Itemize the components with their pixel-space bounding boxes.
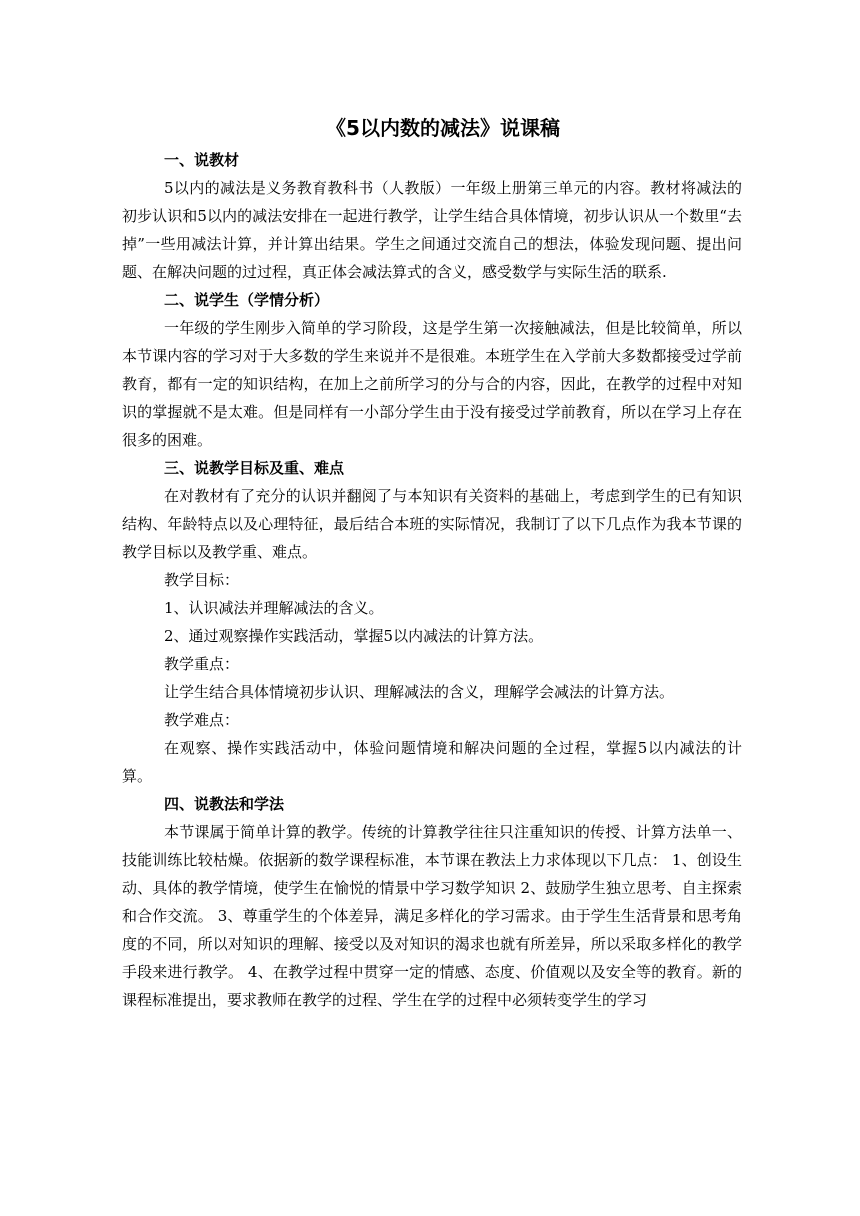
goal-item: 1、认识减法并理解减法的含义。 [164,599,384,617]
difficulty-text: 在观察、操作实践活动中，体验问题情境和解决问题的全过程，掌握5以内减法的计算。 [122,739,742,785]
document-page [122,112,742,1014]
difficulty-label: 教学难点： [164,711,240,729]
paragraph: 本节课属于简单计算的教学。传统的计算教学往往只注重知识的传授、计算方法单一、技能训练比较枯燥。依据新的数学课程标准，本节课在教法上力求体现以下几点： 1、创设生动、具体的教学情境，使学生在愉悦的情景中学习数学知识 2、鼓励学生独立思考、自主探索和合作交流。 3、尊重学生的个体差异，满足多样化的学习需求。由于学生生活背景和思考角度的不同，所以对知识的理解、接受以及对知识的渴求也就有所差异，所以采取多样化的教学手段来进行教学。 4、在教学过程中贯穿一定的情感、态度、价值观以及安全等的教育。新的课程标准提出，要求教师在教学的过程、学生在学的过程中必须转变学生的学习 [122,823,742,1009]
section-methods [122,790,742,1014]
goal-item: 2、通过观察操作实践活动，掌握5以内减法的计算方法。 [164,627,544,645]
section-heading: 一、说教材 [164,151,240,169]
document-title: 《5以内数的减法》说课稿 [326,116,560,140]
section-goals [122,454,742,790]
section-heading: 三、说教学目标及重、难点 [164,459,345,477]
section-heading: 四、说教法和学法 [164,795,285,813]
paragraph: 5以内的减法是义务教育教科书（人教版）一年级上册第三单元的内容。教材将减法的初步认识和5以内的减法安排在一起进行教学，让学生结合具体情境，初步认识从一个数里“去掉”一些用减法计算，并计算出结果。学生之间通过交流自己的想法，体验发现问题、提出问题、在解决问题的过过程，真正体会减法算式的含义，感受数学与实际生活的联系. [122,179,742,281]
goals-label: 教学目标： [164,571,240,589]
paragraph: 在对教材有了充分的认识并翻阅了与本知识有关资料的基础上，考虑到学生的已有知识结构、年龄特点以及心理特征，最后结合本班的实际情况，我制订了以下几点作为我本节课的教学目标以及教学重、难点。 [122,487,742,561]
key-point-text: 让学生结合具体情境初步认识、理解减法的含义，理解学会减法的计算方法。 [164,683,675,701]
paragraph: 一年级的学生刚步入简单的学习阶段，这是学生第一次接触减法，但是比较简单，所以本节课内容的学习对于大多数的学生来说并不是很难。本班学生在入学前大多数都接受过学前教育，都有一定的知识结构，在加上之前所学习的分与合的内容，因此，在教学的过程中对知识的掌握就不是太难。但是同样有一小部分学生由于没有接受过学前教育，所以在学习上存在很多的困难。 [122,319,742,449]
section-textbook [122,146,742,286]
key-point-label: 教学重点： [164,655,240,673]
section-students [122,286,742,454]
section-heading: 二、说学生（学情分析） [164,291,330,309]
